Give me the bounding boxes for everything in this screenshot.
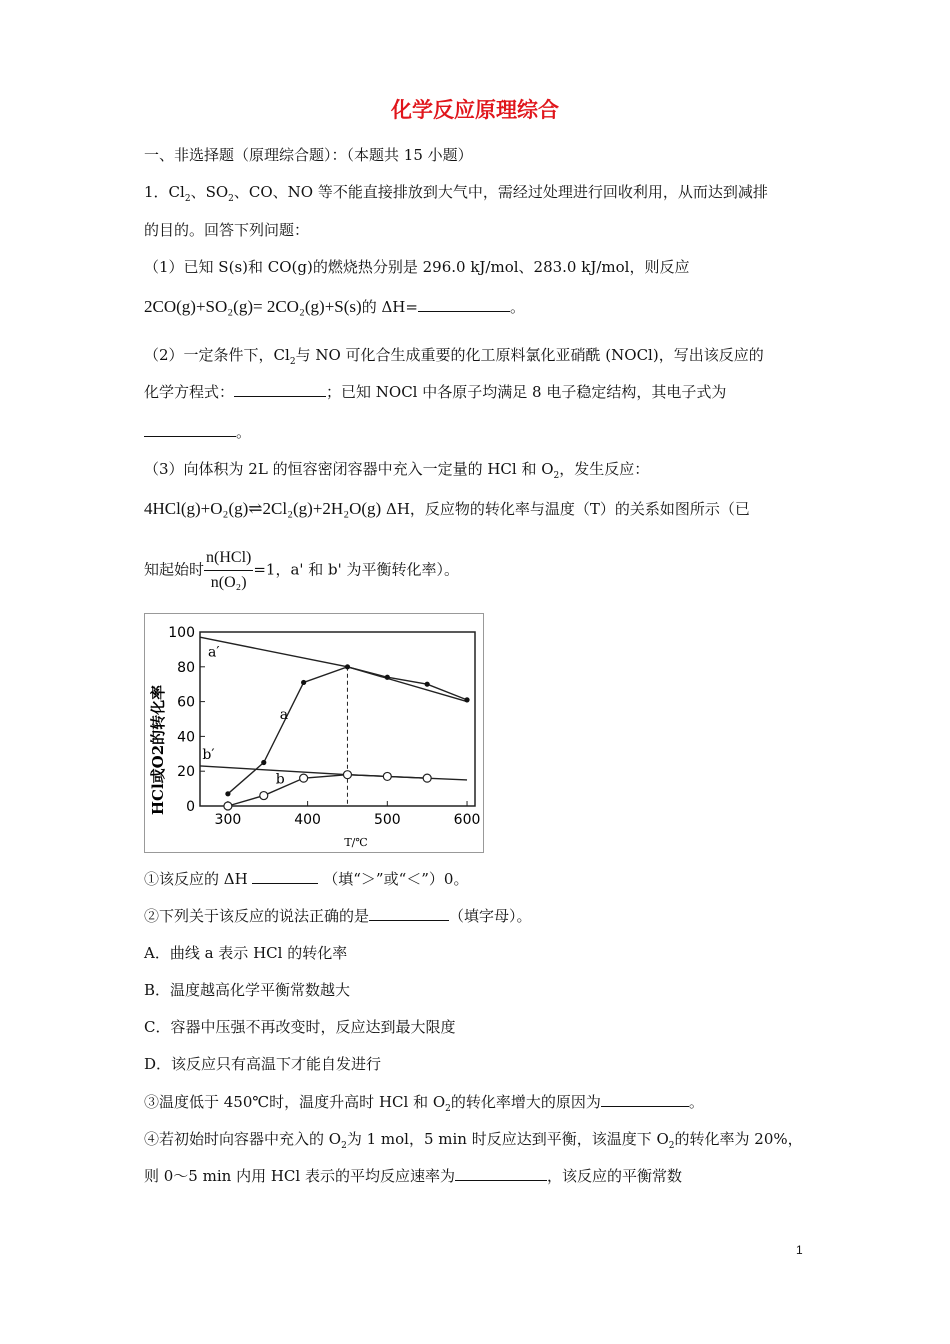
data-point-b bbox=[224, 802, 232, 810]
q1-part2: （2）一定条件下，$Cl_2$与 NO 可化合生成重要的化工原料氯化亚硝酰 (NOCl)，写出该反应的 bbox=[144, 346, 764, 367]
data-point-a bbox=[225, 791, 230, 796]
plot-frame bbox=[200, 632, 475, 806]
sub-q2: ②下列关于该反应的说法正确的是 （填字母）。 bbox=[144, 907, 532, 925]
q1-part3-line3: 知起始时 $\frac{\text{n(HCl)}}{\text{n(O₂)}}$ =1，a' 和 b' 为平衡转化率）。 bbox=[144, 546, 459, 595]
y-tick-label: 40 bbox=[177, 729, 195, 746]
series-line-a-prime bbox=[200, 637, 467, 701]
q1-part2-line2: 化学方程式： ；已知 NOCl 中各原子均满足 8 电子稳定结构，其电子式为 bbox=[144, 383, 727, 401]
data-point-b bbox=[383, 772, 391, 780]
option-a: A．曲线 a 表示 HCl 的转化率 bbox=[144, 944, 348, 962]
sub-q1: ①该反应的 ΔH （填“＞”或“＜”）0。 bbox=[144, 870, 469, 888]
y-tick-label: 80 bbox=[177, 659, 195, 676]
x-axis-label: T/℃ bbox=[344, 836, 368, 849]
label-a: a bbox=[279, 707, 289, 723]
q1-part3: （3）向体积为 2L 的恒容密闭容器中充入一定量的 HCl 和 $O_2$，发生反应： bbox=[144, 460, 650, 481]
page-title: 化学反应原理综合 bbox=[391, 98, 559, 122]
x-tick-label: 300 bbox=[214, 812, 242, 828]
section-heading: 一、非选择题（原理综合题）：（本题共 15 小题） bbox=[144, 146, 473, 164]
q1-part2-line3: 。 bbox=[144, 422, 251, 442]
sub-q4-line2: 则 0～5 min 内用 HCl 表示的平均反应速率为 ，该反应的平衡常数 bbox=[144, 1167, 682, 1185]
data-point-b bbox=[423, 774, 431, 782]
sub-q3: ③温度低于 450℃时，温度升高时 HCl 和 $O_2$的转化率增大的原因为 。 bbox=[144, 1093, 704, 1114]
y-tick-label: 20 bbox=[177, 764, 195, 781]
conversion-chart bbox=[144, 613, 484, 853]
data-point-a bbox=[301, 680, 306, 685]
data-point-a bbox=[464, 697, 469, 702]
data-point-a bbox=[385, 675, 390, 680]
x-tick-label: 600 bbox=[453, 812, 481, 828]
data-point-a bbox=[425, 682, 430, 687]
data-point-b bbox=[343, 771, 351, 779]
q1-part1-equation: 2CO(g)+SO₂(g)= 2CO₂(g)+S(s)的 ΔH= 。 bbox=[144, 297, 525, 316]
y-tick-label: 60 bbox=[177, 694, 195, 711]
x-tick-label: 400 bbox=[294, 812, 321, 828]
label-b-prime: b′ bbox=[202, 747, 215, 764]
q1-intro: 1．$Cl_2$、$SO_2$、CO、NO 等不能直接排放到大气中，需经过处理进行回收利用，从而达到减排 bbox=[144, 183, 768, 204]
ratio-fraction: $\frac{\text{n(HCl)}}{\text{n(O₂)}}$ bbox=[204, 546, 253, 595]
option-b: B．温度越高化学平衡常数越大 bbox=[144, 981, 351, 999]
q1-part1: （1）已知 S(s)和 CO(g)的燃烧热分别是 296.0 kJ/mol、283.0 kJ/mol，则反应 bbox=[144, 258, 690, 276]
data-point-b bbox=[260, 792, 268, 800]
y-tick-label: 100 bbox=[168, 625, 195, 641]
x-tick-label: 500 bbox=[373, 812, 401, 828]
chart-svg bbox=[145, 614, 483, 852]
sub-q4: ④若初始时向容器中充入的 $O_2$为 1 mol，5 min 时反应达到平衡，该温度下 $O_2$的转化率为 20%， bbox=[144, 1130, 803, 1151]
option-c: C．容器中压强不再改变时，反应达到最大限度 bbox=[144, 1018, 456, 1036]
q1-part3-equation: 4HCl(g)+O₂(g)⇌2Cl₂(g)+2H₂O(g) ΔH，反应物的转化率与温度（T）的关系如图所示（已 bbox=[144, 499, 750, 518]
page-number: 1 bbox=[796, 1243, 803, 1257]
label-b: b bbox=[275, 771, 285, 788]
q1-intro-line2: 的目的。回答下列问题： bbox=[144, 221, 310, 239]
data-point-a bbox=[345, 664, 350, 669]
data-point-a bbox=[261, 760, 266, 765]
option-d: D．该反应只有高温下才能自发进行 bbox=[144, 1055, 382, 1073]
series-line-b bbox=[228, 775, 427, 806]
y-tick-label: 0 bbox=[186, 799, 195, 815]
label-a-prime: a′ bbox=[207, 644, 220, 661]
data-point-b bbox=[300, 774, 308, 782]
y-axis-label: HCl或O2的转化率 bbox=[149, 684, 167, 816]
